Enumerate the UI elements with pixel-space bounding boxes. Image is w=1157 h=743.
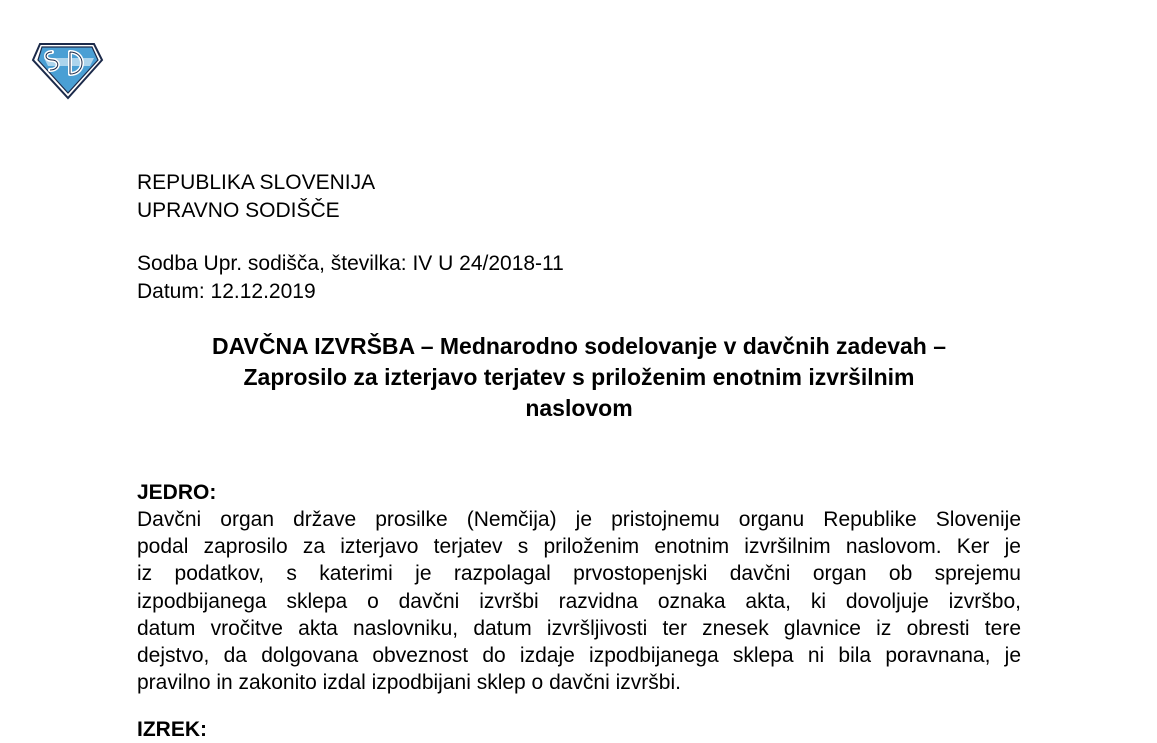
case-number: Sodba Upr. sodišča, številka: IV U 24/2018-11: [137, 252, 564, 275]
paragraph-line: podal zaprosilo za izterjavo terjatev s priloženim enotnim izvršilnim naslovom. Ker je: [137, 535, 1021, 559]
paragraph-line: datum vročitve akta naslovniku, datum izvršljivosti ter znesek glavnice iz obresti tere: [137, 616, 1021, 640]
paragraph-line: iz podatkov, s katerimi je razpolagal prvostopenjski davčni organ ob sprejemu: [137, 562, 1021, 586]
case-date: Datum: 12.12.2019: [137, 280, 316, 303]
title-line-3: naslovom: [525, 395, 633, 421]
paragraph-line: pravilno in zakonito izdal izpodbijani sklep o davčni izvršbi.: [137, 671, 681, 695]
title-line-1: DAVČNA IZVRŠBA – Mednarodno sodelovanje v davčnih zadevah –: [211, 333, 947, 359]
jedro-heading: JEDRO:: [137, 481, 217, 504]
jedro-paragraph: [137, 506, 1021, 696]
title-line-2: Zaprosilo za izterjavo terjatev s priloženim enotnim izvršilnim: [243, 364, 915, 390]
court-header: [137, 169, 375, 225]
paragraph-line: izpodbijanega sklepa o davčni izvršbi razvidna oznaka akta, ki dovoljuje izvršbo,: [137, 589, 1021, 613]
paragraph-line: Davčni organ države prosilke (Nemčija) je pristojnemu organu Republike Slovenije: [137, 508, 1021, 531]
document-title: [137, 331, 1021, 424]
paragraph-line: dejstvo, da dolgovana obveznost do izdaje izpodbijanega sklepa ni bila poravnana, je: [137, 643, 1021, 667]
header-country: REPUBLIKA SLOVENIJA: [137, 171, 376, 194]
court-logo-icon: [30, 40, 104, 100]
izrek-heading: IZREK:: [137, 718, 207, 741]
header-court: UPRAVNO SODIŠČE: [137, 199, 340, 222]
case-meta: [137, 250, 564, 306]
